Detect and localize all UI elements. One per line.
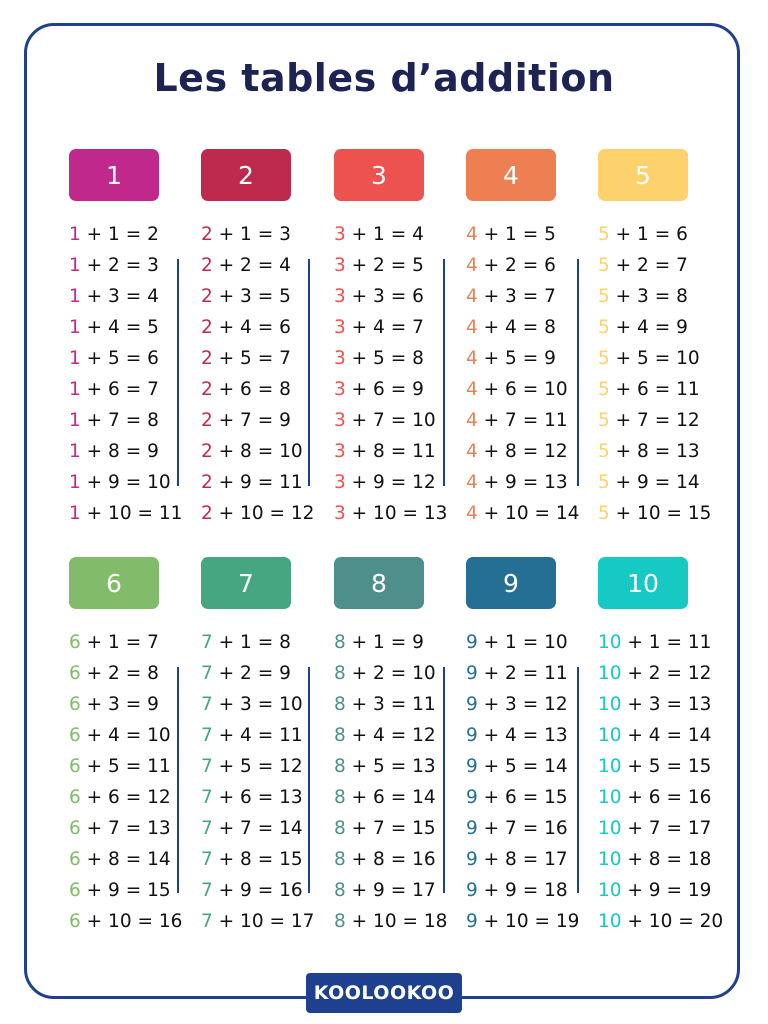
column-divider (443, 667, 445, 893)
table-rows (598, 627, 723, 937)
table-row: 1 + 6 = 7 (69, 379, 159, 400)
table-row: 10 + 1 = 11 (598, 632, 712, 653)
table-badge-7: 7 (201, 557, 291, 609)
page-title: Les tables d’addition (153, 56, 615, 100)
table-row: 1 + 5 = 6 (69, 348, 159, 369)
table-row: 9 + 8 = 17 (466, 849, 568, 870)
table-row: 1 + 10 = 11 (69, 503, 183, 524)
table-rows (466, 219, 579, 529)
table-row: 7 + 7 = 14 (201, 818, 303, 839)
table-row: 3 + 1 = 4 (334, 224, 424, 245)
table-row: 2 + 7 = 9 (201, 410, 291, 431)
table-badge-5: 5 (598, 149, 688, 201)
column-divider (577, 259, 579, 486)
table-row: 9 + 7 = 16 (466, 818, 568, 839)
table-row: 6 + 3 = 9 (69, 694, 159, 715)
table-row: 6 + 2 = 8 (69, 663, 159, 684)
table-row: 10 + 10 = 20 (598, 911, 724, 932)
table-row: 1 + 7 = 8 (69, 410, 159, 431)
table-row: 2 + 9 = 11 (201, 472, 303, 493)
table-row: 8 + 8 = 16 (334, 849, 436, 870)
table-badge-2: 2 (201, 149, 291, 201)
table-row: 6 + 8 = 14 (69, 849, 171, 870)
table-rows (201, 219, 314, 529)
table-badge-6: 6 (69, 557, 159, 609)
table-row: 5 + 9 = 14 (598, 472, 700, 493)
column-divider (308, 667, 310, 893)
table-row: 2 + 8 = 10 (201, 441, 303, 462)
table-badge-3: 3 (334, 149, 424, 201)
table-row: 10 + 3 = 13 (598, 694, 712, 715)
column-divider (308, 259, 310, 486)
table-row: 9 + 2 = 11 (466, 663, 568, 684)
table-row: 2 + 5 = 7 (201, 348, 291, 369)
table-row: 10 + 8 = 18 (598, 849, 712, 870)
table-row: 4 + 5 = 9 (466, 348, 556, 369)
table-row: 6 + 7 = 13 (69, 818, 171, 839)
table-row: 7 + 6 = 13 (201, 787, 303, 808)
table-row: 6 + 5 = 11 (69, 756, 171, 777)
table-row: 4 + 7 = 11 (466, 410, 568, 431)
table-row: 3 + 5 = 8 (334, 348, 424, 369)
table-row: 5 + 10 = 15 (598, 503, 712, 524)
table-row: 9 + 5 = 14 (466, 756, 568, 777)
table-row: 7 + 5 = 12 (201, 756, 303, 777)
table-row: 10 + 6 = 16 (598, 787, 712, 808)
table-row: 2 + 3 = 5 (201, 286, 291, 307)
table-row: 6 + 4 = 10 (69, 725, 171, 746)
table-row: 2 + 1 = 3 (201, 224, 291, 245)
table-row: 7 + 10 = 17 (201, 911, 315, 932)
table-row: 3 + 6 = 9 (334, 379, 424, 400)
table-row: 5 + 8 = 13 (598, 441, 700, 462)
table-row: 9 + 1 = 10 (466, 632, 568, 653)
table-badge-8: 8 (334, 557, 424, 609)
table-badge-4: 4 (466, 149, 556, 201)
table-row: 10 + 7 = 17 (598, 818, 712, 839)
table-row: 8 + 1 = 9 (334, 632, 424, 653)
table-row: 10 + 9 = 19 (598, 880, 712, 901)
table-row: 9 + 9 = 18 (466, 880, 568, 901)
column-divider (177, 667, 179, 893)
table-row: 4 + 1 = 5 (466, 224, 556, 245)
table-row: 6 + 1 = 7 (69, 632, 159, 653)
table-badge-10: 10 (598, 557, 688, 609)
table-row: 3 + 2 = 5 (334, 255, 424, 276)
table-row: 6 + 10 = 16 (69, 911, 183, 932)
table-row: 7 + 4 = 11 (201, 725, 303, 746)
table-row: 7 + 1 = 8 (201, 632, 291, 653)
table-row: 6 + 9 = 15 (69, 880, 171, 901)
table-row: 2 + 4 = 6 (201, 317, 291, 338)
table-row: 4 + 8 = 12 (466, 441, 568, 462)
table-row: 3 + 3 = 6 (334, 286, 424, 307)
table-row: 3 + 8 = 11 (334, 441, 436, 462)
table-row: 8 + 9 = 17 (334, 880, 436, 901)
table-rows (69, 627, 182, 937)
table-row: 4 + 9 = 13 (466, 472, 568, 493)
table-row: 9 + 10 = 19 (466, 911, 580, 932)
table-row: 6 + 6 = 12 (69, 787, 171, 808)
table-row: 9 + 4 = 13 (466, 725, 568, 746)
logo-text: KOOLOOKOO (313, 982, 455, 1004)
table-row: 4 + 2 = 6 (466, 255, 556, 276)
koolookoo-logo (306, 973, 462, 1013)
table-row: 4 + 10 = 14 (466, 503, 580, 524)
table-row: 7 + 8 = 15 (201, 849, 303, 870)
table-row: 1 + 1 = 2 (69, 224, 159, 245)
table-row: 1 + 3 = 4 (69, 286, 159, 307)
table-row: 4 + 3 = 7 (466, 286, 556, 307)
table-row: 3 + 9 = 12 (334, 472, 436, 493)
table-row: 4 + 6 = 10 (466, 379, 568, 400)
table-row: 10 + 4 = 14 (598, 725, 712, 746)
table-badge-9: 9 (466, 557, 556, 609)
table-row: 5 + 4 = 9 (598, 317, 688, 338)
table-row: 5 + 1 = 6 (598, 224, 688, 245)
table-row: 8 + 3 = 11 (334, 694, 436, 715)
table-row: 3 + 7 = 10 (334, 410, 436, 431)
table-row: 8 + 2 = 10 (334, 663, 436, 684)
table-row: 9 + 3 = 12 (466, 694, 568, 715)
column-divider (443, 259, 445, 486)
table-row: 1 + 8 = 9 (69, 441, 159, 462)
table-row: 2 + 2 = 4 (201, 255, 291, 276)
table-rows (334, 627, 447, 937)
table-row: 2 + 6 = 8 (201, 379, 291, 400)
table-row: 5 + 5 = 10 (598, 348, 700, 369)
table-row: 5 + 6 = 11 (598, 379, 700, 400)
table-row: 9 + 6 = 15 (466, 787, 568, 808)
table-row: 1 + 4 = 5 (69, 317, 159, 338)
table-row: 8 + 10 = 18 (334, 911, 448, 932)
table-row: 8 + 7 = 15 (334, 818, 436, 839)
column-divider (577, 667, 579, 893)
table-rows (334, 219, 447, 529)
table-rows (69, 219, 182, 529)
table-row: 7 + 3 = 10 (201, 694, 303, 715)
table-row: 8 + 6 = 14 (334, 787, 436, 808)
table-row: 5 + 2 = 7 (598, 255, 688, 276)
table-rows (201, 627, 314, 937)
table-row: 3 + 10 = 13 (334, 503, 448, 524)
table-row: 3 + 4 = 7 (334, 317, 424, 338)
table-rows (598, 219, 711, 529)
table-row: 7 + 2 = 9 (201, 663, 291, 684)
table-badge-1: 1 (69, 149, 159, 201)
table-row: 2 + 10 = 12 (201, 503, 315, 524)
table-row: 4 + 4 = 8 (466, 317, 556, 338)
table-rows (466, 627, 579, 937)
table-row: 7 + 9 = 16 (201, 880, 303, 901)
table-row: 1 + 9 = 10 (69, 472, 171, 493)
table-row: 8 + 5 = 13 (334, 756, 436, 777)
column-divider (177, 259, 179, 486)
table-row: 10 + 5 = 15 (598, 756, 712, 777)
table-row: 5 + 3 = 8 (598, 286, 688, 307)
table-row: 5 + 7 = 12 (598, 410, 700, 431)
table-row: 8 + 4 = 12 (334, 725, 436, 746)
table-row: 1 + 2 = 3 (69, 255, 159, 276)
table-row: 10 + 2 = 12 (598, 663, 712, 684)
